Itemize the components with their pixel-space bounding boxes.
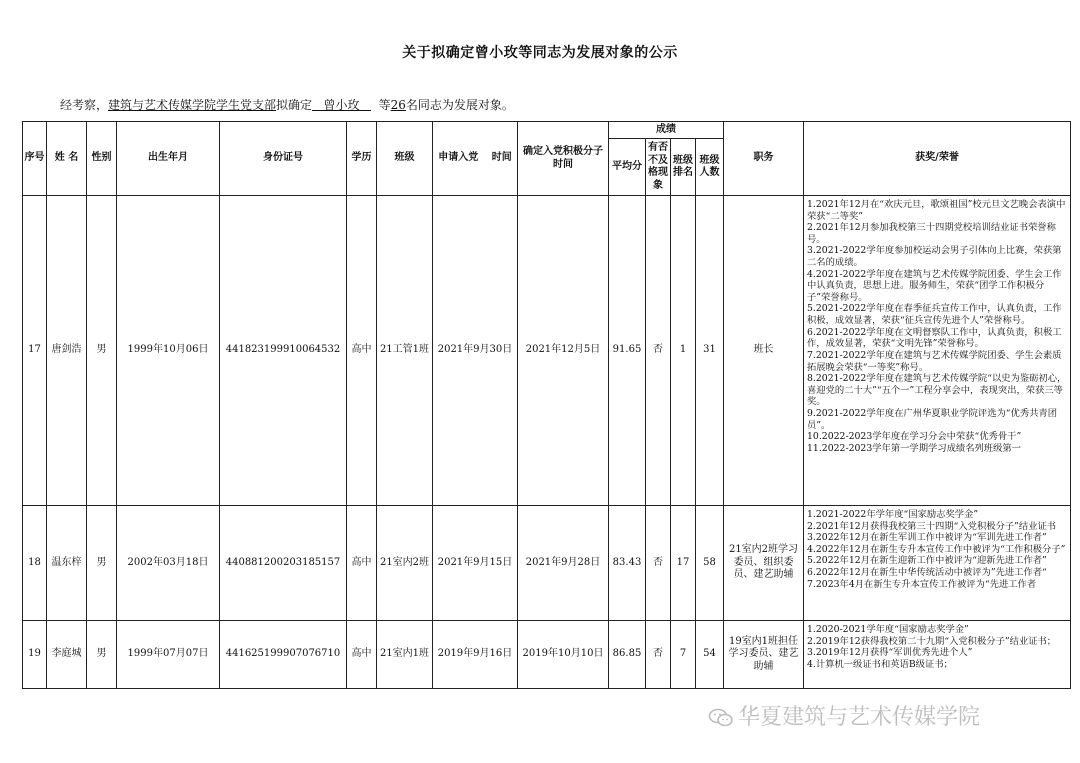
cell-avg: 91.65 [609, 196, 646, 506]
watermark-text: 华夏建筑与艺术传媒学院 [738, 705, 981, 730]
honor-item: 3.2022年12月在新生军训工作中被评为“军训先进工作者” [807, 532, 1047, 544]
header-scores: 成绩 [609, 122, 724, 139]
honor-item: 2.2019年12获得我校第二十九期“入党积极分子”结业证书； [807, 635, 1057, 647]
cell-honors [804, 621, 1071, 689]
header-edu: 学历 [347, 122, 377, 196]
honor-item: 6.2021-2022学年度在文明督察队工作中，认真负责，积极工作，成效显著，荣获“文明先锋”荣誉称号。 [807, 326, 1062, 350]
cell-id: 440881200203185157 [220, 506, 347, 621]
intro-prefix: 经考察， [60, 98, 109, 112]
cell-fail: 否 [646, 196, 671, 506]
cell-size: 54 [696, 621, 724, 689]
header-name: 姓 名 [47, 122, 87, 196]
honor-item: 4.计算机一级证书和英语B级证书； [807, 658, 953, 670]
cell-role: 19室内1班担任学习委员、建艺助辅 [724, 621, 804, 689]
honor-item: 1.2021-2022年学年度“国家励志奖学金” [807, 509, 979, 520]
cell-activist: 2019年10月10日 [518, 621, 609, 689]
cell-name: 温东梓 [47, 506, 87, 621]
cell-class: 21工管1班 [377, 196, 433, 506]
cell-id: 441625199907076710 [220, 621, 347, 689]
header-class: 班级 [377, 122, 433, 196]
header-birth: 出生年月 [117, 122, 220, 196]
cell-rank: 7 [671, 621, 696, 689]
table-row [23, 621, 1071, 689]
table-row [23, 196, 1071, 506]
header-row-1 [23, 122, 1071, 139]
wechat-icon [708, 708, 734, 728]
header-activist: 确定入党积极分子时间 [518, 122, 609, 196]
honor-item: 8.2021-2022学年度在建筑与艺术传媒学院“以史为鉴砺初心，喜迎党的二十大”“五个一”工程分享会中，表现突出，荣获三等奖。 [807, 373, 1067, 408]
intro-middle: 拟确定 [276, 98, 313, 112]
intro-middle2: 等 [378, 98, 391, 112]
honor-item: 1.2020-2021学年度“国家励志奖学金” [807, 624, 969, 635]
header-fail: 有否不及格现象 [646, 139, 671, 196]
intro-name-text: 曾小玫 [323, 98, 360, 112]
honor-item: 2.2021年12月获得我校第三十四期“入党积极分子”结业证书 [807, 520, 1057, 532]
cell-gender: 男 [87, 506, 117, 621]
intro-line [60, 96, 514, 113]
honor-item: 1.2021年12月在“欢庆元旦，歌颂祖国”校元旦文艺晚会表演中荣获“二等奖” [807, 199, 1066, 222]
cell-honors [804, 196, 1071, 506]
cell-birth: 1999年10月06日 [117, 196, 220, 506]
honor-item: 7.2021-2022学年度在建筑与艺术传媒学院团委、学生会素质拓展晚会荣获“一等奖”称号。 [807, 349, 1062, 373]
intro-branch: 建筑与艺术传媒学院学生党支部 [108, 98, 277, 112]
honor-item: 2.2021年12月参加我校第三十四期党校培训结业证书荣誉称号。 [807, 222, 1056, 245]
cell-birth: 2002年03月18日 [117, 506, 220, 621]
honor-item: 6.2022年12月在新生中华传统活动中被评为”先进工作者“ [807, 567, 1047, 579]
cell-avg: 86.85 [609, 621, 646, 689]
cell-edu: 高中 [347, 506, 377, 621]
cell-class: 21室内1班 [377, 621, 433, 689]
honor-item: 3.2021-2022学年度参加校运动会男子引体向上比赛，荣获第二名的成绩。 [807, 245, 1062, 269]
cell-activist: 2021年12月5日 [518, 196, 609, 506]
honor-item: 4.2021-2022学年度在建筑与艺术传媒学院团委、学生会工作中认真负责，思想上进。服务师生，荣获“团学工作积极分子”荣誉称号。 [807, 268, 1062, 303]
header-size: 班级人数 [696, 139, 724, 196]
watermark [708, 700, 980, 731]
honor-item: 10.2022-2023学年度在学习分会中荣获“优秀骨干” [807, 431, 1022, 443]
intro-count: 26 [390, 98, 406, 112]
cell-no: 17 [23, 196, 47, 506]
cell-no: 19 [23, 621, 47, 689]
cell-name: 李庭城 [47, 621, 87, 689]
header-rank: 班级排名 [671, 139, 696, 196]
cell-class: 21室内2班 [377, 506, 433, 621]
table-row [23, 506, 1071, 621]
cell-rank: 1 [671, 196, 696, 506]
cell-fail: 否 [646, 621, 671, 689]
cell-id: 441823199910064532 [220, 196, 347, 506]
header-no: 序号 [23, 122, 47, 196]
cell-apply: 2021年9月30日 [433, 196, 518, 506]
cell-fail: 否 [646, 506, 671, 621]
cell-honors [804, 506, 1071, 621]
intro-suffix: 名同志为发展对象。 [405, 98, 514, 112]
cell-activist: 2021年9月28日 [518, 506, 609, 621]
header-avg: 平均分 [609, 139, 646, 196]
honor-item: 9.2021-2022学年度在广州华夏职业学院评选为“优秀共青团员”。 [807, 407, 1058, 431]
honor-item: 5.2021-2022学年度在春季征兵宣传工作中，认真负责，工作积极，成效显著，荣获“征兵宣传先进个人”荣誉称号。 [807, 303, 1062, 327]
header-id: 身份证号 [220, 122, 347, 196]
cell-size: 58 [696, 506, 724, 621]
honor-item: 3.2019年12月获得“军训优秀先进个人” [807, 647, 973, 659]
cell-name: 唐剑浩 [47, 196, 87, 506]
cell-gender: 男 [87, 621, 117, 689]
cell-role: 班长 [724, 196, 804, 506]
cell-gender: 男 [87, 196, 117, 506]
cell-birth: 1999年07月07日 [117, 621, 220, 689]
cell-no: 18 [23, 506, 47, 621]
header-role: 职务 [724, 122, 804, 196]
cell-avg: 83.43 [609, 506, 646, 621]
cell-apply: 2021年9月15日 [433, 506, 518, 621]
cell-apply: 2019年9月16日 [433, 621, 518, 689]
honor-item: 7.2023年4月在新生专升本宣传工作被评为“先进工作者 [807, 578, 1037, 590]
candidates-table [22, 121, 1071, 689]
page-title: 关于拟确定曾小玫等同志为发展对象的公示 [402, 45, 678, 61]
honor-item: 11.2022-2023学年第一学期学习成绩名列班级第一 [807, 442, 1021, 454]
cell-rank: 17 [671, 506, 696, 621]
cell-role: 21室内2班学习委员、组织委员、建艺助辅 [724, 506, 804, 621]
cell-edu: 高中 [347, 621, 377, 689]
header-apply: 申请入党 时间 [433, 122, 518, 196]
honor-item: 4.2022年12月在新生专升本宣传工作中被评为“工作积极分子” [807, 543, 1066, 555]
header-gender: 性别 [87, 122, 117, 196]
honor-item: 5.2022年12月在新生迎新工作中被评为“迎新先进工作者” [807, 555, 1047, 567]
cell-size: 31 [696, 196, 724, 506]
header-honors: 获奖/荣誉 [804, 122, 1071, 196]
cell-edu: 高中 [347, 196, 377, 506]
intro-name [312, 98, 371, 112]
